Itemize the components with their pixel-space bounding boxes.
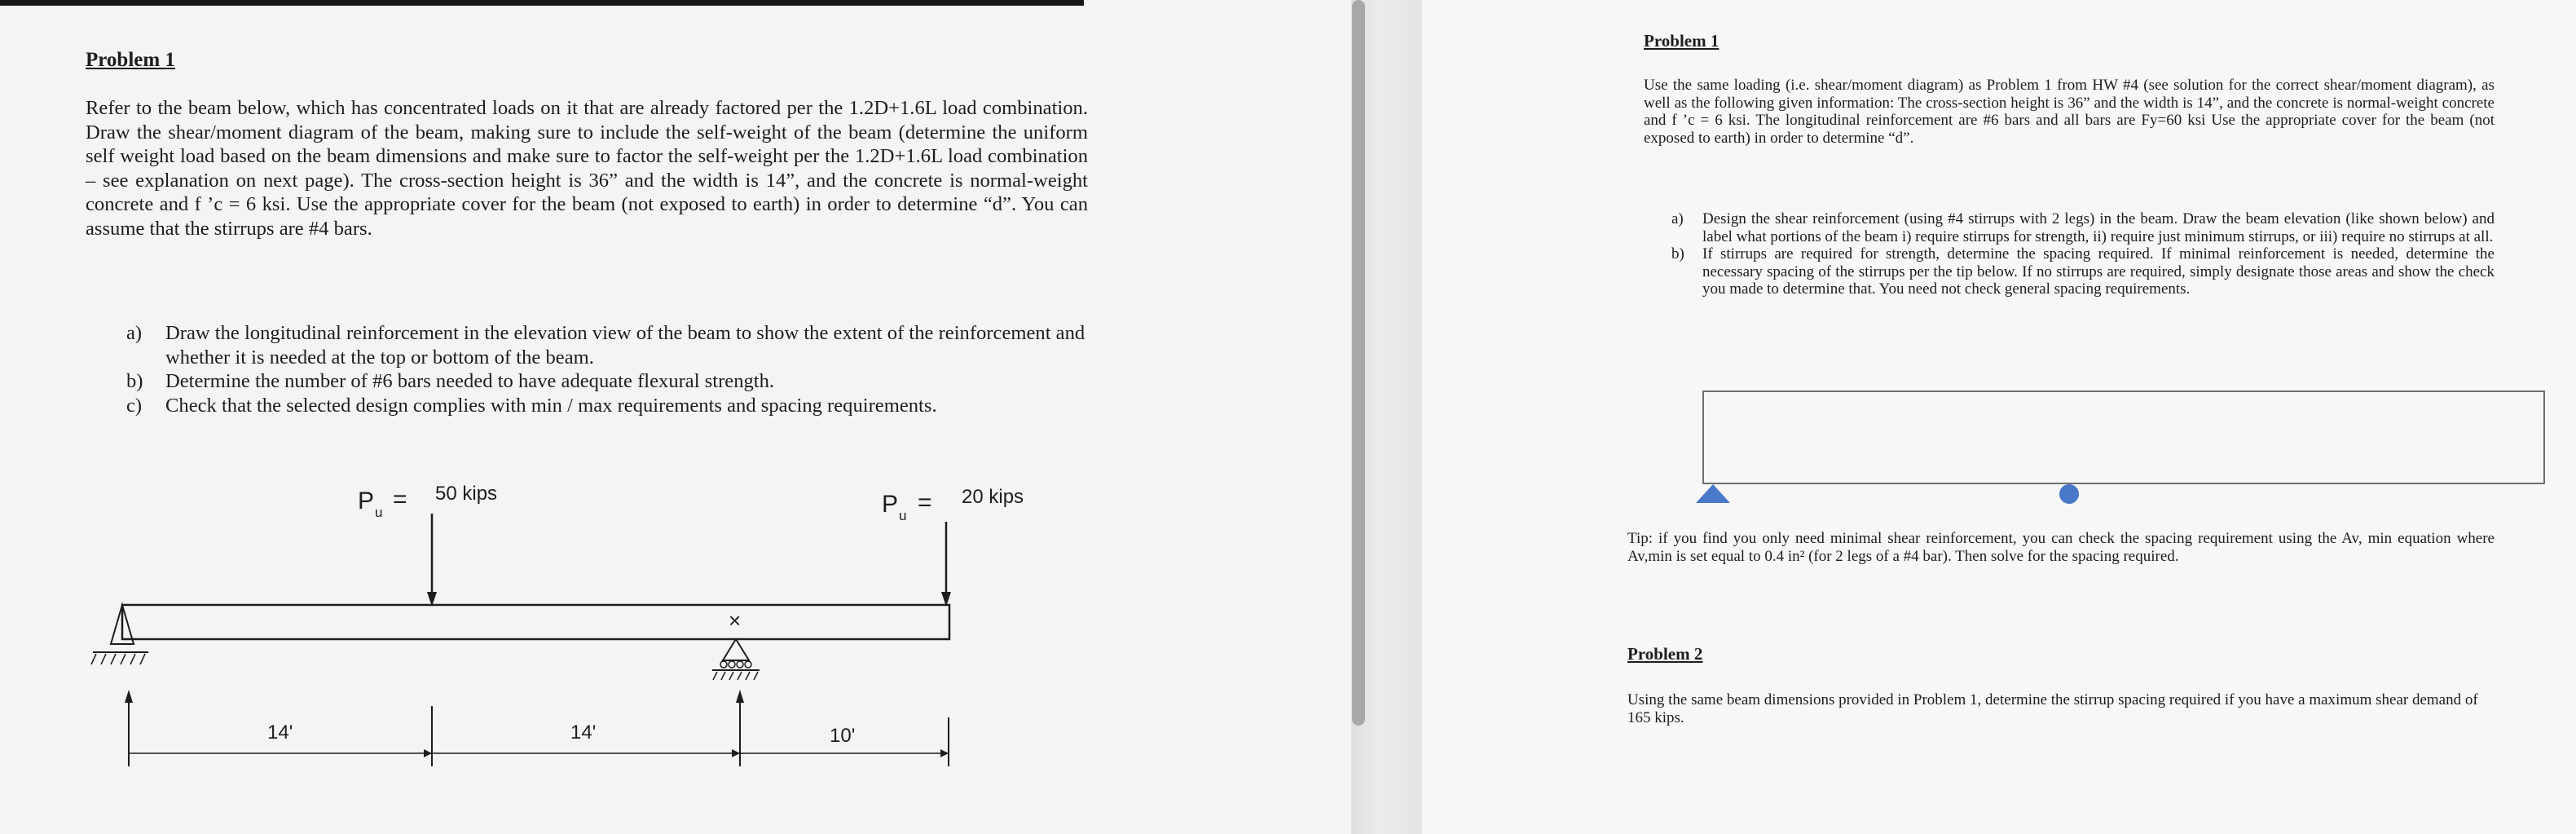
load2-value: 20 kips — [962, 486, 1024, 508]
right-problem2-heading: Problem 2 — [1627, 644, 1703, 664]
roller-support — [712, 639, 760, 680]
load1-symbol: P — [358, 488, 375, 514]
beam — [122, 605, 949, 639]
dimension-label-1: 14' — [267, 721, 293, 744]
right-page — [1422, 0, 2576, 834]
right-task-b: b) If stirrups are required for strength, determine the spacing required. If minimal reinforcement is needed, determine the necessary spacing of the stirrups per the tip below. If no stirrups are required, simply designate those areas and show the check you made to determine that. You need not check general spacing requirements. — [1671, 245, 2495, 298]
left-intro-paragraph: Refer to the beam below, which has concentrated loads on it that are already factored per the 1.2D+1.6L load combination. Draw the shear/moment diagram of the beam, making sure to include the self-weight of the beam (determine the uniform self weight load based on the beam dimensions and make sure to factor the self-weight per the 1.2D+1.6L load combination – see explanation on next page). The cross-section height is 36” and the width is 14”, and the concrete is normal-weight concrete and f ’c = 6 ksi. Use the appropriate cover for the beam (not exposed to earth) in order to determine “d”. You can assume that the stirrups are #4 bars. — [86, 97, 1088, 240]
left-task-a: a) Draw the longitudinal reinforcement in the elevation view of the beam to show the extent of the reinforcement and whether it is needed at the top or bottom of the beam. — [126, 322, 1085, 368]
roller-support-circle — [2059, 484, 2079, 504]
load2-subscript: u — [899, 508, 907, 523]
scrollbar[interactable] — [1352, 0, 1365, 726]
dimension-label-3: 10' — [830, 725, 856, 747]
load2-equals: = — [918, 489, 932, 516]
left-problem-heading: Problem 1 — [86, 49, 175, 71]
dimension-label-2: 14' — [570, 721, 597, 744]
tip-paragraph: Tip: if you find you only need minimal shear reinforcement, you can check the spacing requirement using the Av, min equation where Av,min is set equal to 0.4 in² (for 2 legs of a #4 bar). Then solve for the spacing required. — [1627, 530, 2495, 565]
support-mark: × — [729, 608, 742, 633]
load1-subscript: u — [375, 505, 383, 520]
left-task-b: b) Determine the number of #6 bars needed to have adequate flexural strength. — [126, 370, 775, 392]
right-problem1-heading: Problem 1 — [1644, 31, 1720, 51]
right-intro-paragraph: Use the same loading (i.e. shear/moment diagram) as Problem 1 from HW #4 (see solution for the correct shear/moment diagram), as well as the following given information: The cross-section height is 36” and the width is 14”, and the concrete is normal-weight concrete and f ’c = 6 ksi. The longitudinal reinforcement are #6 bars and all bars are Fy=60 ksi Use the appropriate cover for the beam (not exposed to earth) in order to determine “d”. — [1644, 77, 2495, 147]
right-task-a: a) Design the shear reinforcement (using #4 stirrups with 2 legs) in the beam. Draw the beam elevation (like shown below) and label what portions of the beam i) require stirrups for strength, ii) require just minimum stirrups, or iii) require no stirrups at all. — [1671, 210, 2495, 245]
pin-support-triangle — [1696, 484, 1730, 503]
load1-equals: = — [393, 486, 407, 513]
pin-support-left — [91, 605, 148, 664]
load1-value: 50 kips — [435, 483, 498, 505]
problem2-paragraph: Using the same beam dimensions provided in Problem 1, determine the stirrup spacing required if you have a maximum shear demand of 165 kips. — [1627, 691, 2478, 726]
left-task-c: c) Check that the selected design complies with min / max requirements and spacing requirements. — [126, 394, 937, 417]
beam-elevation-box — [1703, 391, 2544, 483]
load2-symbol: P — [882, 491, 899, 518]
